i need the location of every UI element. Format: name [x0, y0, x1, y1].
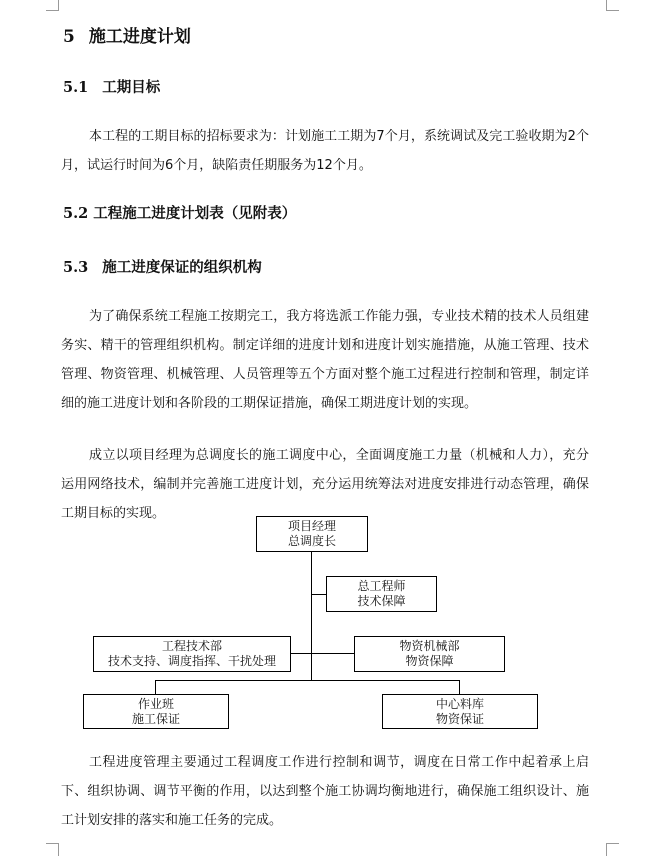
org-branch-crew	[155, 680, 156, 694]
org-box-central-store	[382, 694, 538, 729]
org-trunk-line	[311, 551, 312, 680]
org-box-work-crew	[83, 694, 229, 729]
section-title: 施工进度计划	[88, 27, 191, 47]
paragraph-schedule-goal: 本工程的工期目标的招标要求为：计划施工工期为7个月，系统调试及完工验收期为2个月，试运行时间为6个月，缺陷责任期服务为12个月。	[61, 129, 589, 173]
org-box-subtitle: 总调度长	[287, 534, 336, 548]
section-number: 5	[63, 27, 75, 47]
org-branch-store	[459, 680, 460, 694]
org-box-title: 项目经理	[287, 519, 336, 533]
org-box-chief-engineer	[326, 576, 437, 612]
subsection-number: 5.1	[63, 79, 89, 96]
org-box-title: 中心料库	[435, 696, 484, 711]
org-box-subtitle: 物资保障	[405, 654, 454, 668]
org-box-subtitle: 技术支持、调度指挥、干扰处理	[107, 654, 276, 668]
org-branch-chief-engineer	[311, 594, 326, 595]
org-box-title: 作业班	[137, 696, 174, 711]
paragraph-organization: 为了确保系统工程施工按期完工，我方将选派工作能力强，专业技术精的技术人员组建务实、精干的管理组织机构。制定详细的进度计划和进度计划实施措施，从施工管理、技术管理、物资管理、机械管理、人员管理等五个方面对整个施工过程进行控制和管理，制定详细的施工进度计划和各阶段的工期保证措施，确保工期进度计划的实现。	[61, 309, 589, 411]
org-box-title: 物资机械部	[399, 639, 460, 653]
org-branch-bottom-bar	[155, 680, 460, 681]
subsection-title: 工期目标	[102, 79, 161, 96]
paragraph-progress-management: 工程进度管理主要通过工程调度工作进行控制和调节，调度在日常工作中起着承上启下、组织协调、调节平衡的作用，以达到整个施工协调均衡地进行，确保施工组织设计、施工计划安排的落实和施工任务的完成。	[61, 755, 589, 828]
org-box-subtitle: 技术保障	[357, 594, 406, 608]
subsection-title: 施工进度保证的组织机构	[102, 259, 262, 276]
org-box-project-manager	[256, 516, 368, 552]
org-box-title: 总工程师	[357, 579, 406, 593]
org-branch-departments	[291, 653, 354, 654]
subsection-heading-5-2: 5.2 工程施工进度计划表（见附表）	[63, 205, 297, 222]
org-box-title: 工程技术部	[161, 639, 222, 653]
org-box-subtitle: 施工保证	[131, 711, 180, 726]
org-box-subtitle: 物资保证	[435, 711, 484, 726]
paragraph-dispatch-center: 成立以项目经理为总调度长的施工调度中心，全面调度施工力量（机械和人力），充分运用网络技术，编制并完善施工进度计划，充分运用统筹法对进度安排进行动态管理，确保工期目标的实现。	[61, 448, 589, 521]
subsection-number: 5.3	[63, 259, 89, 276]
org-box-materials-dept	[354, 636, 505, 672]
org-box-engineering-dept	[93, 636, 291, 672]
